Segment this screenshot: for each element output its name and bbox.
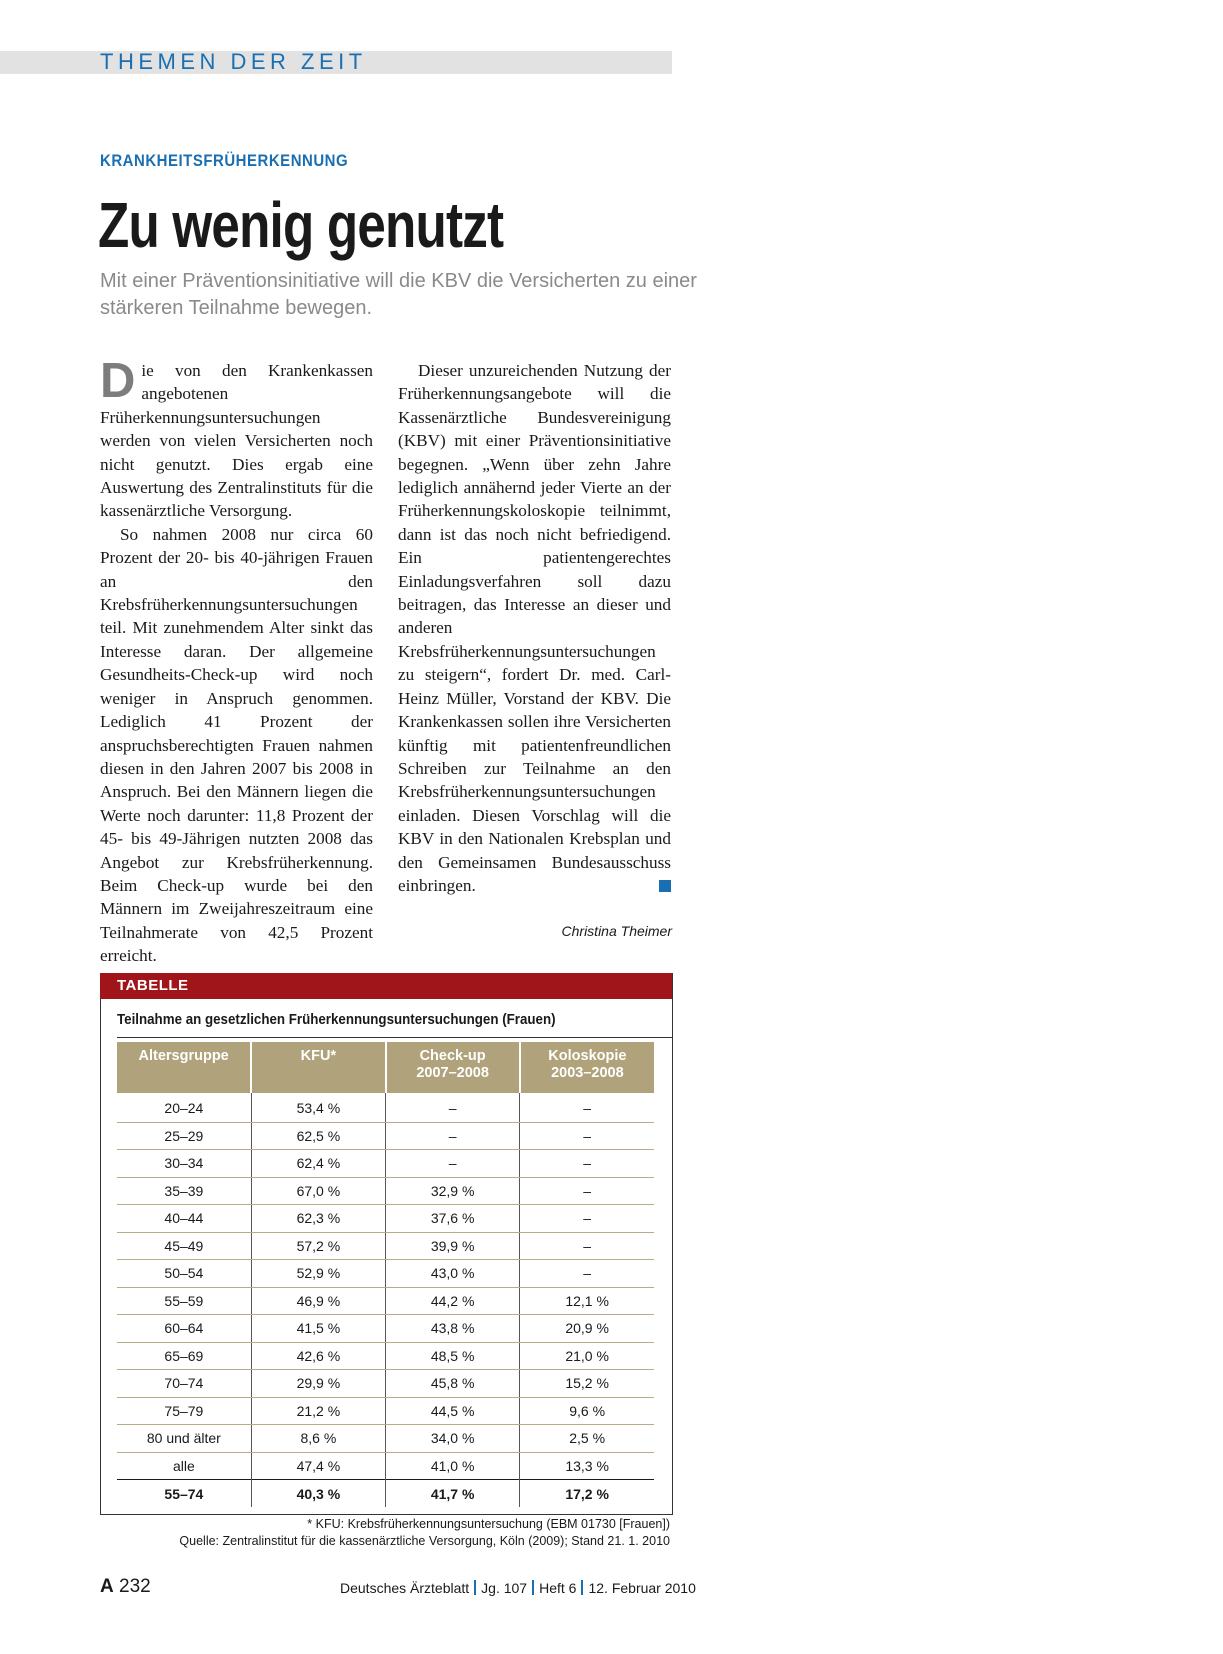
cell-age-group: 25–29 <box>117 1122 251 1150</box>
cell-colonoscopy: 20,9 % <box>520 1315 654 1343</box>
cell-kfu: 29,9 % <box>251 1370 385 1398</box>
table-row <box>117 1315 654 1343</box>
table-row <box>117 1342 654 1370</box>
cell-checkup: 32,9 % <box>386 1177 520 1205</box>
table-row <box>117 1232 654 1260</box>
table-footnote: * KFU: Krebsfrüherkennungsuntersuchung (EBM 01730 [Frauen]) <box>307 1517 670 1531</box>
volume: Jg. 107 <box>481 1580 528 1596</box>
body-column-2 <box>398 359 671 897</box>
separator <box>581 1580 583 1595</box>
drop-cap: D <box>100 354 136 408</box>
cell-colonoscopy: 2,5 % <box>520 1425 654 1453</box>
separator <box>532 1580 534 1595</box>
cell-checkup: 34,0 % <box>386 1425 520 1453</box>
cell-kfu: 62,5 % <box>251 1122 385 1150</box>
cell-kfu: 41,5 % <box>251 1315 385 1343</box>
cell-checkup: 44,5 % <box>386 1397 520 1425</box>
cell-kfu: 42,6 % <box>251 1342 385 1370</box>
cell-checkup: 39,9 % <box>386 1232 520 1260</box>
cell-checkup: 43,8 % <box>386 1315 520 1343</box>
table-row <box>117 1397 654 1425</box>
cell-age-group: 40–44 <box>117 1205 251 1233</box>
cell-checkup: 45,8 % <box>386 1370 520 1398</box>
cell-colonoscopy: 21,0 % <box>520 1342 654 1370</box>
table-row <box>117 1452 654 1480</box>
cell-checkup: – <box>386 1093 520 1122</box>
cell-age-group: 20–24 <box>117 1093 251 1122</box>
cell-colonoscopy: 13,3 % <box>565 1457 609 1474</box>
cell-age-group: 30–34 <box>117 1150 251 1178</box>
cell-age-group: 65–69 <box>117 1342 251 1370</box>
cell-kfu: 47,4 % <box>251 1452 385 1480</box>
cell-colonoscopy: – <box>520 1205 654 1233</box>
cell-colonoscopy: – <box>520 1122 654 1150</box>
cell-kfu: 62,3 % <box>251 1205 385 1233</box>
section-label: THEMEN DER ZEIT <box>100 49 367 74</box>
cell-colonoscopy: 17,2 % <box>520 1480 654 1508</box>
end-mark-icon <box>659 880 671 892</box>
table-row <box>117 1093 654 1122</box>
separator <box>474 1580 476 1595</box>
table-row <box>117 1150 654 1178</box>
cell-checkup: 43,0 % <box>386 1260 520 1288</box>
cell-age-group: 70–74 <box>117 1370 251 1398</box>
table-label-bar <box>100 973 672 999</box>
cell-checkup: – <box>386 1122 520 1150</box>
subheadline: Mit einer Präventionsinitiative will die KBV die Versicherten zu einer stärkeren Teilnahme bewegen. <box>100 270 697 319</box>
cell-age-group: 60–64 <box>117 1315 251 1343</box>
cell-age-group: 45–49 <box>117 1232 251 1260</box>
cell-kfu: 46,9 % <box>251 1287 385 1315</box>
cell-colonoscopy: – <box>520 1177 654 1205</box>
cell-colonoscopy: – <box>520 1093 654 1122</box>
cell-kfu: 53,4 % <box>251 1093 385 1122</box>
paragraph-1: Die von den Krankenkassen angebotenen Früherkennungsuntersuchungen werden von vielen Versicherten noch nicht genutzt. Dies ergab eine Auswertung des Zentralinstituts für die kassenärztliche Versorgung. <box>100 354 373 521</box>
table-title: Teilnahme an gesetzlichen Früherkennungsuntersuchungen (Frauen) <box>117 1012 556 1028</box>
cell-age-group: 50–54 <box>117 1260 251 1288</box>
table-row <box>117 1205 654 1233</box>
table-row <box>117 1480 654 1508</box>
cell-kfu: 21,2 % <box>251 1397 385 1425</box>
cell-checkup: 48,5 % <box>386 1342 520 1370</box>
table-label: TABELLE <box>117 977 189 994</box>
header-kfu: KFU* <box>251 1042 385 1093</box>
issue-date: 12. Februar 2010 <box>588 1580 696 1596</box>
cell-kfu: 62,4 % <box>251 1150 385 1178</box>
headline: Zu wenig genutzt <box>98 189 504 261</box>
table-row <box>117 1370 654 1398</box>
cell-checkup: 41,0 % <box>386 1452 520 1480</box>
cell-kfu: 57,2 % <box>251 1232 385 1260</box>
cell-age-group: 80 und älter <box>117 1425 251 1453</box>
cell-age-group: 35–39 <box>117 1177 251 1205</box>
cell-kfu: 40,3 % <box>251 1480 385 1508</box>
body-column-1 <box>100 354 373 968</box>
cell-age-group: alle <box>117 1452 251 1480</box>
header-age-group: Altersgruppe <box>117 1042 251 1093</box>
cell-checkup: 41,7 % <box>386 1480 520 1508</box>
paragraph-2: So nahmen 2008 nur circa 60 Prozent der 20- bis 40-jährigen Frauen an den Krebsfrüherkennungsuntersuchungen teil. Mit zunehmendem Alter sinkt das Interesse daran. Der allgemeine Gesundheits-Check-up wird noch weniger in Anspruch genommen. Lediglich 41 Prozent der anspruchsberechtigten Frauen nahmen diesen in den Jahren 2007 bis 2008 in Anspruch. Bei den Männern liegen die Werte noch darunter: 11,8 Prozent der 45- bis 49-Jährigen nutzten 2008 das Angebot zur Krebsfrüherkennung. Beim Check-up wurde bei den Männern im Zweijahreszeitraum eine Teilnahmerate von 42,5 Prozent erreicht. <box>100 524 373 966</box>
table-row <box>117 1260 654 1288</box>
participation-table <box>117 1042 654 1507</box>
cell-kfu: 8,6 % <box>251 1425 385 1453</box>
paragraph-3: Dieser unzureichenden Nutzung der Früherkennungsangebote will die Kassenärztliche Bundesvereinigung (KBV) mit einer Präventionsinitiative begegnen. „Wenn über zehn Jahre lediglich annähernd jeder Vierte an der Früherkennungskoloskopie teilnimmt, dann ist das noch nicht befriedigend. Ein patientengerechtes Einladungsverfahren soll dazu beitragen, das Interesse an dieser und anderen Krebsfrüherkennungsuntersuchungen zu steigern“, fordert Dr. med. Carl-Heinz Müller, Vorstand der KBV. Die Krankenkassen sollen ihre Versicherten künftig mit patientenfreundlichen Schreiben zur Teilnahme an den Krebsfrüherkennungsuntersuchungen einladen. Diesen Vorschlag will die KBV in den Nationalen Krebsplan und den Gemeinsamen Bundesausschuss einbringen. <box>398 361 671 895</box>
cell-checkup: – <box>386 1150 520 1178</box>
cell-age-group: 55–59 <box>117 1287 251 1315</box>
cell-checkup: 37,6 % <box>386 1205 520 1233</box>
table-row <box>117 1177 654 1205</box>
journal-name: Deutsches Ärzteblatt <box>340 1580 470 1596</box>
cell-colonoscopy: 9,6 % <box>520 1397 654 1425</box>
cell-checkup: 44,2 % <box>386 1287 520 1315</box>
table-title-rule <box>117 1037 672 1038</box>
cell-colonoscopy: 15,2 % <box>520 1370 654 1398</box>
cell-colonoscopy: 12,1 % <box>520 1287 654 1315</box>
cell-age-group: 75–79 <box>117 1397 251 1425</box>
table-header-row <box>117 1042 654 1093</box>
page-number: A 232 <box>100 1576 151 1597</box>
cell-colonoscopy: – <box>520 1260 654 1288</box>
cell-kfu: 52,9 % <box>251 1260 385 1288</box>
cell-kfu: 67,0 % <box>251 1177 385 1205</box>
table-row <box>117 1425 654 1453</box>
issue: Heft 6 <box>539 1580 577 1596</box>
cell-colonoscopy: – <box>520 1150 654 1178</box>
table-source: Quelle: Zentralinstitut für die kassenärztliche Versorgung, Köln (2009); Stand 21. 1. 2010 <box>179 1534 670 1548</box>
table-row <box>117 1287 654 1315</box>
cell-age-group: 55–74 <box>117 1480 251 1508</box>
footer-citation <box>340 1580 696 1596</box>
header-checkup: Check-up 2007–2008 <box>386 1042 520 1093</box>
table-row <box>117 1122 654 1150</box>
cell-colonoscopy: – <box>520 1232 654 1260</box>
kicker: KRANKHEITSFRÜHERKENNUNG <box>100 151 349 170</box>
header-colonoscopy: Koloskopie 2003–2008 <box>520 1042 654 1093</box>
author-name: Christina Theimer <box>561 923 672 939</box>
